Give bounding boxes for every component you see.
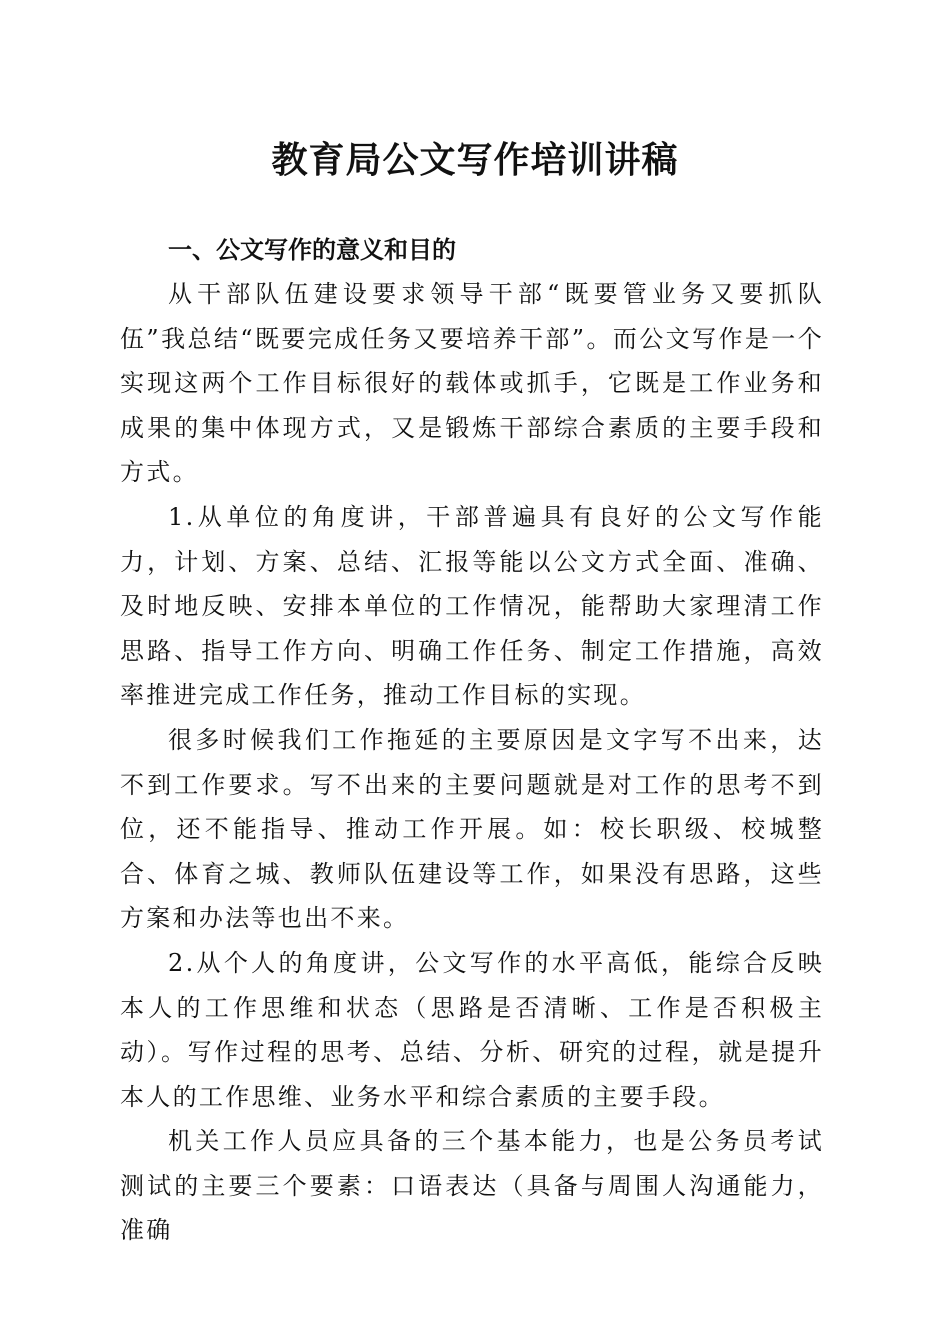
paragraph: 1.从单位的角度讲，干部普遍具有良好的公文写作能力，计划、方案、总结、汇报等能以公文方式全面、准确、及时地反映、安排本单位的工作情况，能帮助大家理清工作思路、指导工作方向、明确工作任务、制定工作措施，高效率推进完成工作任务，推动工作目标的实现。 — [120, 502, 824, 710]
paragraph: 从干部队伍建设要求领导干部“既要管业务又要抓队伍”我总结“既要完成任务又要培养干部”。而公文写作是一个实现这两个工作目标很好的载体或抓手，它既是工作业务和成果的集中体现方式，又是锻炼干部综合素质的主要手段和方式。 — [120, 280, 824, 487]
paragraph: 很多时候我们工作拖延的主要原因是文字写不出来，达不到工作要求。写不出来的主要问题就是对工作的思考不到位，还不能指导、推动工作开展。如：校长职级、校城整合、体育之城、教师队伍建设等工作，如果没有思路，这些方案和办法等也出不来。 — [120, 725, 824, 933]
paragraph: 机关工作人员应具备的三个基本能力，也是公务员考试测试的主要三个要素：口语表达（具备与周围人沟通能力，准确 — [120, 1127, 824, 1245]
section-heading: 一、公文写作的意义和目的 — [168, 236, 456, 264]
document-title: 教育局公文写作培训讲稿 — [271, 139, 679, 181]
document-body — [120, 228, 824, 1253]
paragraph: 2.从个人的角度讲，公文写作的水平高低，能综合反映本人的工作思维和状态（思路是否清晰、工作是否积极主动）。写作过程的思考、总结、分析、研究的过程，就是提升本人的工作思维、业务水平和综合素质的主要手段。 — [120, 948, 824, 1111]
